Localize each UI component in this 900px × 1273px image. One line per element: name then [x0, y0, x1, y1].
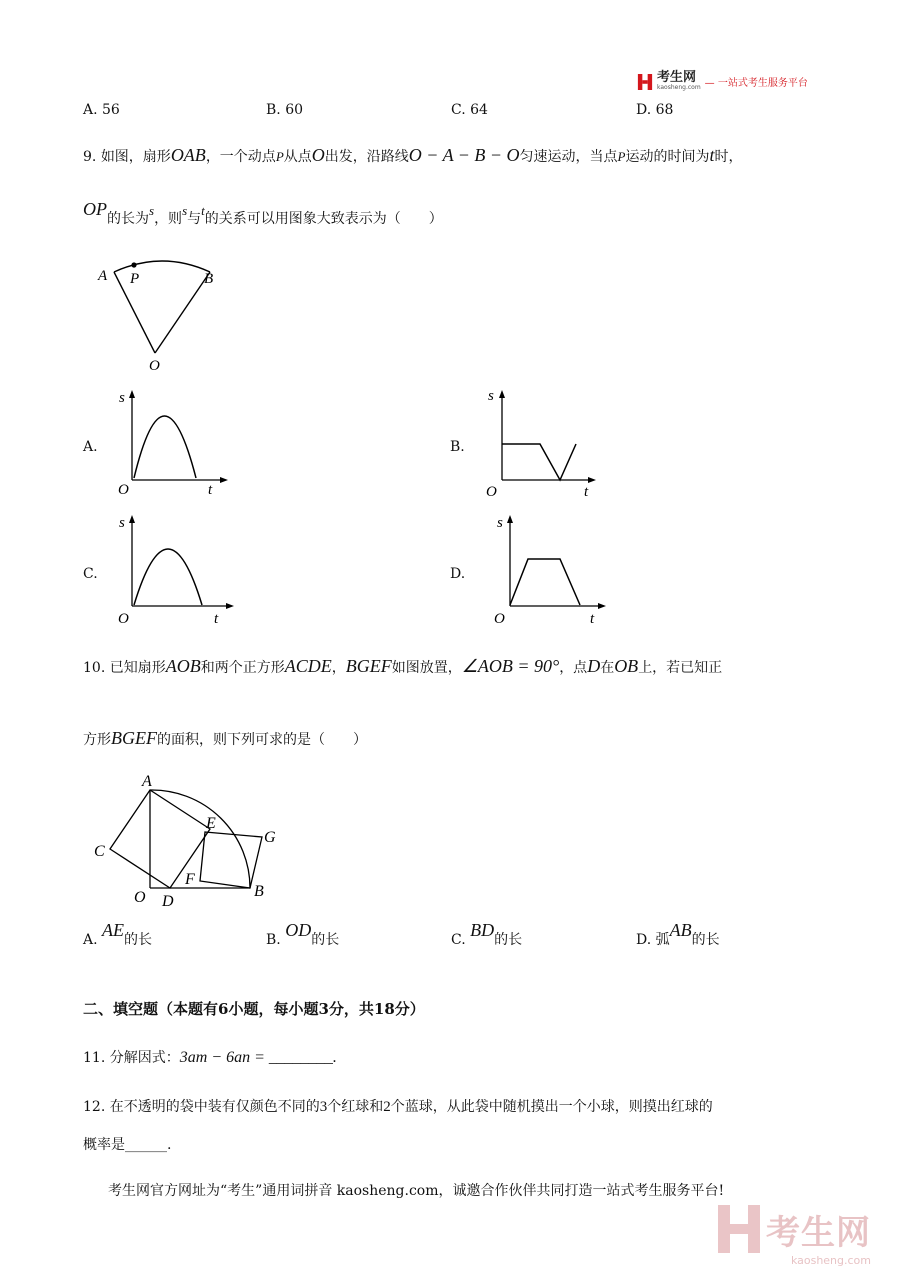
q9-fig-label-p: P	[130, 271, 140, 287]
option-letter: C.	[451, 932, 466, 948]
q9-math-s: s	[182, 203, 188, 218]
heading-number: 3	[318, 1000, 329, 1018]
footer-notice: 考生网官方网址为“考生”通用词拼音 kaosheng.com，诚邀合作伙伴共同打造一站式考生服务平台!	[108, 1183, 725, 1199]
watermark-text: 考生网	[766, 1213, 871, 1253]
q9-graph-a-label-o: O	[118, 482, 129, 498]
q9-fig-label-b: B	[204, 271, 214, 287]
q10-fig-label-g: G	[264, 829, 276, 846]
q9-math-p: P	[617, 149, 626, 164]
q10-option-a	[83, 920, 153, 953]
q9-sector-figure	[94, 256, 224, 376]
option-text: 的长	[691, 932, 720, 948]
q9-fig-label-o: O	[149, 358, 160, 374]
q9-math-t: t	[709, 145, 715, 165]
option-math: BD	[470, 920, 495, 940]
q9-math-t: t	[201, 203, 205, 218]
q9-math-s: s	[149, 203, 155, 218]
q9-text: 与	[187, 211, 202, 227]
q9-math-op: OP	[83, 199, 107, 219]
q9-text: 的长为	[107, 211, 149, 227]
header-logo	[637, 72, 808, 91]
q9-option-a-letter: A.	[83, 439, 98, 455]
heading-text: 二、填空题（本题有	[83, 1000, 219, 1018]
q10-option-d	[636, 920, 720, 953]
q9-text: 运动的时间为	[625, 149, 710, 165]
q10-fig-label-f: F	[185, 871, 195, 888]
q9-option-c-letter: C.	[83, 566, 98, 582]
heading-text: 分）	[394, 1000, 425, 1018]
q8-option-b: B. 60	[266, 102, 304, 118]
q10-text: 方形	[83, 732, 111, 748]
option-math: OD	[285, 920, 312, 940]
q12-number-2: 2	[383, 1099, 391, 1115]
q12-text: 个蓝球，从此袋中随机摸出一个小球，则摸出红球的	[390, 1099, 713, 1115]
q10-text: 在	[600, 660, 615, 676]
q9-math-o: O	[311, 145, 325, 165]
q9-math-path: O − A − B − O	[408, 145, 520, 165]
heading-number: 6	[218, 1000, 229, 1018]
q9-text: 的关系可以用图象大致表示为（ ）	[204, 211, 443, 227]
q9-stem-line2	[83, 199, 443, 232]
option-math: AE	[102, 920, 125, 940]
q9-text: 从点	[283, 149, 312, 165]
q12-text: 在不透明的袋中装有仅颜色不同的	[109, 1099, 320, 1115]
option-text: 弧	[655, 932, 670, 948]
q9-option-d-letter: D.	[450, 566, 466, 582]
q10-math-acde: ACDE	[284, 656, 332, 676]
q10-math-d: D	[587, 656, 601, 676]
q9-graph-d-label-s: s	[497, 515, 503, 531]
heading-number: 18	[373, 1000, 395, 1018]
q10-text: 已知扇形	[109, 660, 166, 676]
q9-option-b-graph	[484, 388, 604, 498]
q9-option-b-letter: B.	[450, 439, 465, 455]
q10-text: ，	[331, 660, 346, 676]
q9-graph-a-label-t: t	[208, 482, 213, 498]
option-math: AB	[669, 920, 692, 940]
q10-geometry-figure	[90, 770, 300, 910]
q9-stem-line1	[83, 144, 743, 168]
q10-number: 10.	[83, 660, 106, 676]
q10-option-c	[451, 920, 523, 953]
q10-fig-label-b: B	[254, 883, 264, 900]
q9-option-a-graph	[112, 388, 232, 498]
q9-graph-d-label-t: t	[590, 611, 595, 625]
q10-math-angle: ∠AOB = 90°	[461, 656, 560, 676]
q8-option-a: A. 56	[83, 102, 120, 118]
q9-graph-c-label-o: O	[118, 611, 129, 625]
q9-text: ，一个动点	[205, 149, 276, 165]
q9-graph-b-label-o: O	[486, 484, 497, 498]
q10-math-bgef: BGEF	[345, 656, 392, 676]
watermark-logo-icon	[718, 1205, 760, 1253]
q10-fig-label-o: O	[134, 889, 146, 906]
q11-text: 分解因式：	[109, 1050, 180, 1066]
q10-fig-label-c: C	[94, 843, 105, 860]
q9-option-c-graph	[112, 513, 242, 625]
q12-stem-line2: 概率是______.	[83, 1137, 172, 1153]
q12-number-3: 3	[319, 1099, 328, 1115]
logo-wordmark	[657, 72, 701, 91]
q10-math-bgef: BGEF	[111, 728, 157, 748]
kaosheng-logo-icon	[637, 74, 653, 90]
q10-option-b	[266, 920, 340, 953]
logo-text: 考生网	[657, 70, 697, 85]
q9-text: 出发，沿路线	[324, 149, 409, 165]
watermark-sub: kaosheng.com	[790, 1254, 871, 1267]
q9-math-oab: OAB	[170, 145, 206, 165]
q10-text: 上，若已知正	[638, 660, 723, 676]
q11-expression: 3am − 6an = ________.	[179, 1049, 337, 1066]
heading-text: 小题，每小题	[228, 1000, 319, 1018]
q10-text: 和两个正方形	[200, 660, 285, 676]
option-text: 的长	[494, 932, 523, 948]
q8-option-d: D. 68	[636, 102, 674, 118]
q10-fig-label-a: A	[142, 773, 152, 790]
slogan-text: 一站式考生服务平台	[717, 78, 808, 89]
q10-fig-label-d: D	[162, 893, 174, 910]
q9-fig-label-a: A	[98, 268, 108, 284]
option-text: 的长	[311, 932, 340, 948]
q12-text: 个红球和	[327, 1099, 384, 1115]
q9-math-p: P	[275, 149, 284, 164]
q9-graph-d-label-o: O	[494, 611, 505, 625]
q9-graph-a-label-s: s	[119, 390, 125, 406]
q10-text: ，点	[559, 660, 588, 676]
q9-option-d-graph	[494, 513, 619, 625]
option-letter: B.	[266, 932, 281, 948]
q9-graph-b-label-t: t	[584, 484, 589, 498]
q10-fig-label-e: E	[206, 815, 216, 832]
q9-text: 匀速运动，当点	[519, 149, 618, 165]
watermark-text-block	[766, 1205, 871, 1267]
q10-stem-line1	[83, 655, 722, 679]
q8-option-c: C. 64	[451, 102, 488, 118]
q12-stem-line1	[83, 1096, 713, 1116]
q12-number: 12.	[83, 1099, 106, 1115]
q10-text: 的面积，则下列可求的是（ ）	[156, 732, 367, 748]
q11-number: 11.	[83, 1050, 106, 1066]
q11-stem	[83, 1047, 337, 1067]
option-letter: A.	[83, 932, 98, 948]
q10-stem-line2	[83, 727, 367, 751]
q9-text: ，则	[154, 211, 183, 227]
option-letter: D.	[636, 932, 652, 948]
q10-text: 如图放置，	[391, 660, 462, 676]
q10-math-ob: OB	[614, 656, 639, 676]
q9-graph-b-label-s: s	[488, 388, 494, 404]
watermark	[718, 1205, 871, 1267]
logo-slogan: — 一站式考生服务平台	[704, 78, 808, 89]
section-heading	[83, 998, 425, 1019]
heading-text: 分，共	[328, 1000, 374, 1018]
q9-graph-c-label-t: t	[214, 611, 219, 625]
q9-number: 9.	[83, 149, 97, 165]
q10-math-aob: AOB	[165, 656, 201, 676]
q9-text: 时，	[714, 149, 743, 165]
logo-sub: kaosheng.com	[657, 84, 701, 91]
option-text: 的长	[124, 932, 153, 948]
q9-text: 如图，扇形	[100, 149, 171, 165]
q9-graph-c-label-s: s	[119, 515, 125, 531]
